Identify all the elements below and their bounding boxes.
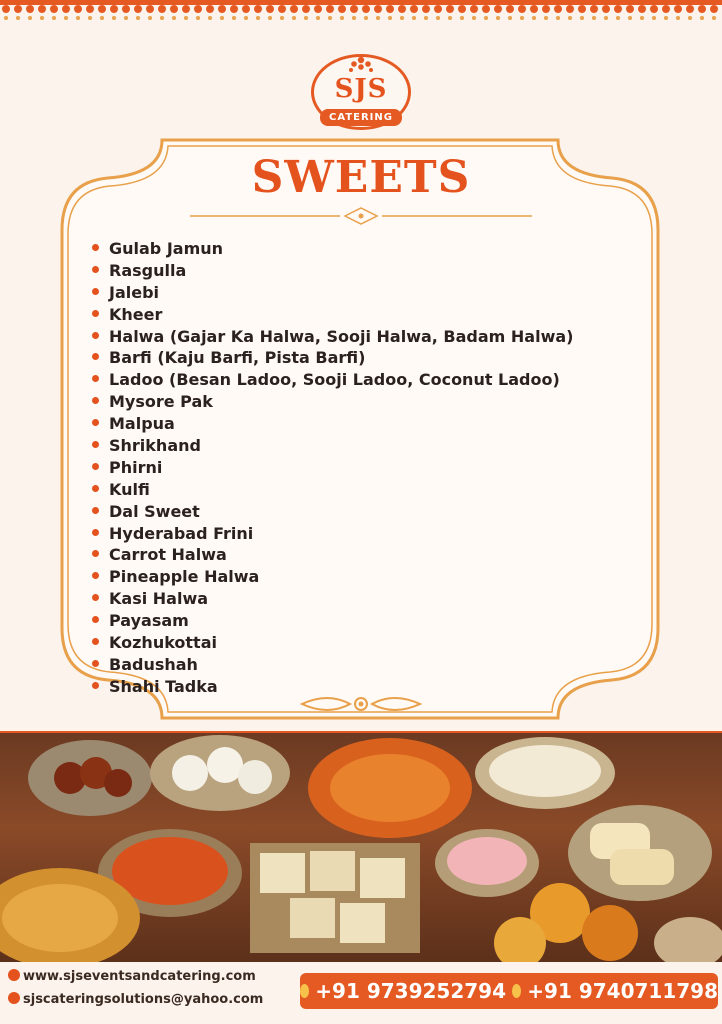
phone-2[interactable]: +91 9740711798 bbox=[527, 979, 718, 1003]
bullet-icon bbox=[92, 310, 99, 317]
email-link[interactable]: sjscateringsolutions@yahoo.com bbox=[8, 992, 263, 1007]
bullet-icon bbox=[92, 572, 99, 579]
list-item: Halwa (Gajar Ka Halwa, Sooji Halwa, Badam Halwa) bbox=[92, 326, 573, 348]
phone-bar bbox=[300, 973, 718, 1009]
bullet-icon bbox=[92, 441, 99, 448]
logo bbox=[308, 52, 414, 132]
bullet-icon bbox=[92, 244, 99, 251]
list-item: Shahi Tadka bbox=[92, 676, 573, 698]
bullet-icon bbox=[92, 616, 99, 623]
phone-icon bbox=[512, 984, 521, 998]
menu-title: SWEETS bbox=[251, 152, 471, 203]
list-item: Shrikhand bbox=[92, 435, 573, 457]
list-item: Dal Sweet bbox=[92, 501, 573, 523]
list-item: Mysore Pak bbox=[92, 391, 573, 413]
bullet-icon bbox=[92, 638, 99, 645]
top-border bbox=[0, 0, 722, 26]
list-item: Jalebi bbox=[92, 282, 573, 304]
bullet-icon bbox=[92, 397, 99, 404]
bullet-icon bbox=[92, 463, 99, 470]
list-item: Kheer bbox=[92, 304, 573, 326]
bullet-icon bbox=[92, 266, 99, 273]
bullet-icon bbox=[92, 507, 99, 514]
list-item: Kulfi bbox=[92, 479, 573, 501]
list-item: Barfi (Kaju Barfi, Pista Barfi) bbox=[92, 347, 573, 369]
list-item: Gulab Jamun bbox=[92, 238, 573, 260]
bullet-icon bbox=[92, 485, 99, 492]
list-item: Badushah bbox=[92, 654, 573, 676]
bullet-icon bbox=[92, 660, 99, 667]
bullet-icon bbox=[92, 375, 99, 382]
sweets-list bbox=[92, 238, 573, 698]
list-item: Rasgulla bbox=[92, 260, 573, 282]
logo-dots-icon bbox=[346, 56, 376, 74]
list-item: Kasi Halwa bbox=[92, 588, 573, 610]
list-item: Carrot Halwa bbox=[92, 544, 573, 566]
bullet-icon bbox=[92, 594, 99, 601]
logo-subtext: CATERING bbox=[320, 109, 402, 126]
phone-icon bbox=[300, 984, 309, 998]
bullet-icon bbox=[92, 332, 99, 339]
bottom-ornament-icon bbox=[298, 690, 424, 718]
list-item: Hyderabad Frini bbox=[92, 523, 573, 545]
bullet-icon bbox=[92, 288, 99, 295]
globe-icon bbox=[8, 969, 20, 981]
bullet-icon bbox=[92, 419, 99, 426]
mail-icon bbox=[8, 992, 20, 1004]
list-item: Pineapple Halwa bbox=[92, 566, 573, 588]
title-divider bbox=[190, 206, 532, 226]
food-photo bbox=[0, 733, 722, 969]
website-link[interactable]: www.sjseventsandcatering.com bbox=[8, 969, 256, 984]
phone-1[interactable]: +91 9739252794 bbox=[315, 979, 506, 1003]
list-item: Payasam bbox=[92, 610, 573, 632]
list-item: Kozhukottai bbox=[92, 632, 573, 654]
bullet-icon bbox=[92, 529, 99, 536]
logo-text: SJS bbox=[334, 74, 388, 104]
bullet-icon bbox=[92, 682, 99, 689]
list-item: Phirni bbox=[92, 457, 573, 479]
list-item: Malpua bbox=[92, 413, 573, 435]
list-item: Ladoo (Besan Ladoo, Sooji Ladoo, Coconut Ladoo) bbox=[92, 369, 573, 391]
bullet-icon bbox=[92, 550, 99, 557]
bullet-icon bbox=[92, 353, 99, 360]
